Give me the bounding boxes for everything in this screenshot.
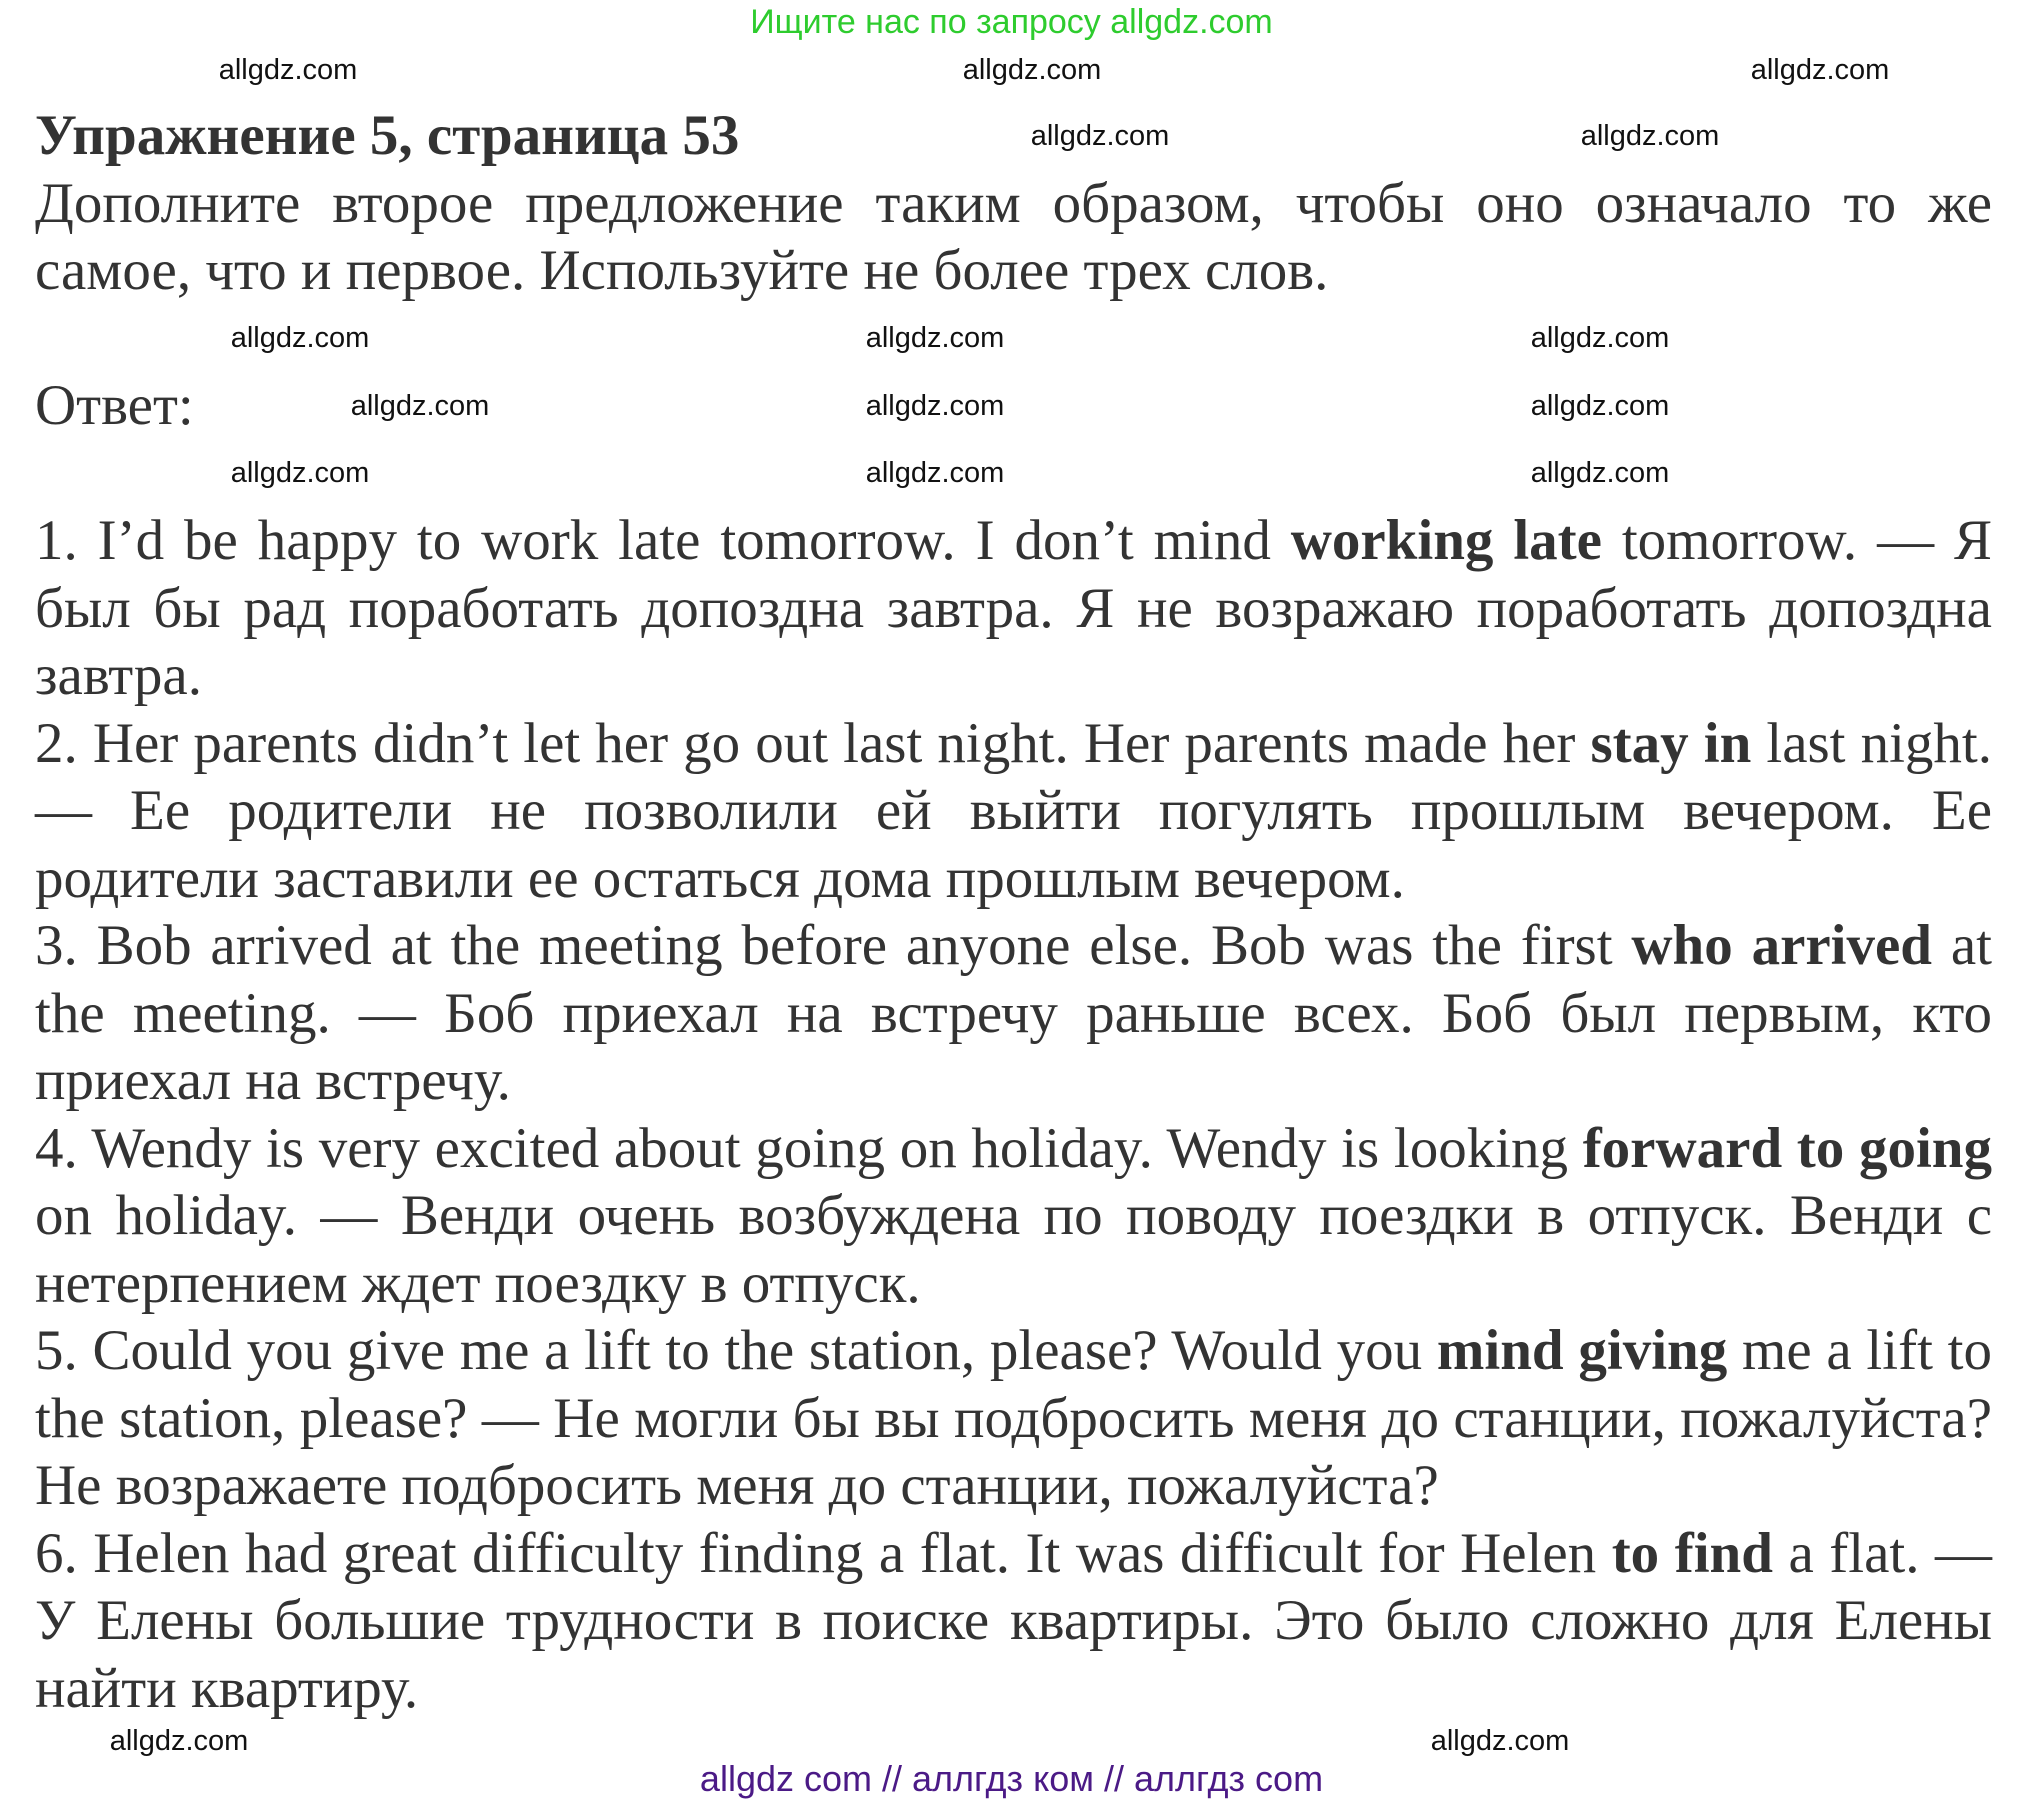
answer-label: Ответ: <box>35 374 194 437</box>
watermark-text: allgdz.com <box>1580 120 1720 152</box>
watermark-text: allgdz.com <box>350 390 490 422</box>
watermark-text: allgdz.com <box>1530 322 1670 354</box>
answer-highlight: to find <box>1611 1521 1773 1585</box>
watermark-text: allgdz.com <box>1530 457 1670 489</box>
answer-text: 1. I’d be happy to work late tomorrow. I don’t mind <box>35 509 1291 572</box>
answer-item <box>35 1520 1992 1723</box>
watermark-text: allgdz.com <box>865 457 1005 489</box>
answer-text: tomorrow. — Я был бы рад поработать допоздна завтра. Я не возражаю поработать допоздна завтра. <box>35 509 1992 707</box>
answer-text: me a lift to the station, please? — Не могли бы вы подбросить меня до станции, пожалуйста? Не возражаете подбросить меня до станции, пожалуйста? <box>35 1319 1992 1517</box>
answer-text: 2. Her parents didn’t let her go out last night. Her parents made her <box>35 711 1591 775</box>
answer-item <box>35 710 1992 913</box>
answer-highlight: working late <box>1290 509 1602 572</box>
answer-highlight: forward to going <box>1582 1116 1992 1180</box>
watermark-text: allgdz.com <box>865 322 1005 354</box>
watermark-text: allgdz.com <box>962 54 1102 86</box>
answer-text: 3. Bob arrived at the meeting before anyone else. Bob was the first <box>35 914 1632 977</box>
answer-item <box>35 912 1992 1115</box>
watermark-text: allgdz.com <box>1030 120 1170 152</box>
answer-text: last night. — Ее родители не позволили ей выйти погулять прошлым вечером. Ее родители заставили ее остаться дома прошлым вечером. <box>35 711 1993 910</box>
watermark-text: allgdz.com <box>1530 390 1670 422</box>
answer-item <box>35 1115 1992 1318</box>
answer-text: 6. Helen had great difficulty finding a flat. It was difficult for Helen <box>35 1521 1612 1585</box>
answer-highlight: stay in <box>1590 711 1752 775</box>
watermark-text: allgdz.com <box>218 54 358 86</box>
answer-item <box>35 507 1992 710</box>
watermark-text: allgdz.com <box>109 1725 249 1757</box>
answer-highlight: who arrived <box>1631 914 1933 977</box>
watermark-text: allgdz.com <box>230 457 370 489</box>
exercise-heading: Упражнение 5, страница 53 <box>35 104 740 167</box>
answer-text: at the meeting. — Боб приехал на встречу раньше всех. Боб был первым, кто приехал на встречу. <box>35 914 1992 1112</box>
answer-text: on holiday. — Венди очень возбуждена по поводу поездки в отпуск. Венди с нетерпением ждет поездку в отпуск. <box>35 1184 1992 1315</box>
answer-text: 4. Wendy is very excited about going on holiday. Wendy is looking <box>35 1116 1583 1180</box>
watermark-text: allgdz.com <box>1430 1725 1570 1757</box>
answer-highlight: mind giving <box>1436 1319 1728 1382</box>
answer-text: a flat. — У Елены большие трудности в поиске квартиры. Это было сложно для Елены найти квартиру. <box>35 1521 1993 1720</box>
instruction-text: Дополните второе предложение таким образом, чтобы оно означало то же самое, что и первое. Используйте не более трех слов. <box>35 171 1992 302</box>
top-banner-link[interactable]: Ищите нас по запросу allgdz.com <box>750 3 1273 41</box>
watermark-text: allgdz.com <box>865 390 1005 422</box>
answer-list <box>35 507 1992 1722</box>
watermark-text: allgdz.com <box>1750 54 1890 86</box>
answer-item <box>35 1317 1992 1520</box>
watermark-text: allgdz.com <box>230 322 370 354</box>
answer-text: 5. Could you give me a lift to the station, please? Would you <box>35 1319 1437 1382</box>
footer-links[interactable]: allgdz com // аллгдз ком // аллгдз com <box>699 1758 1324 1799</box>
